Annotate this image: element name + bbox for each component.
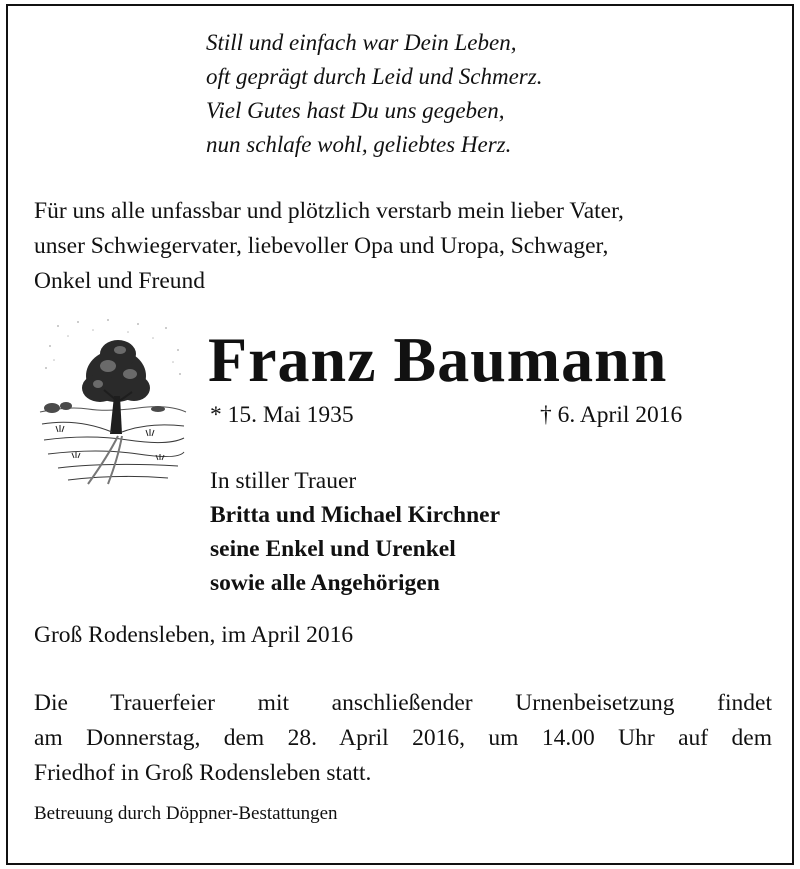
death-announcement-text — [34, 194, 774, 299]
mourner-line: seine Enkel und Urenkel — [210, 536, 456, 562]
poem-line: nun schlafe wohl, geliebtes Herz. — [206, 132, 512, 157]
service-line: Die Trauerfeier mit anschließender Urnenbeisetzung findet — [34, 690, 772, 716]
poem-line: oft geprägt durch Leid und Schmerz. — [206, 64, 543, 89]
undertaker-credit: Betreuung durch Döppner-Bestattungen — [34, 803, 338, 824]
tree-landscape-illustration — [38, 316, 188, 486]
birth-date: * 15. Mai 1935 — [210, 402, 354, 428]
mourner-line: Britta und Michael Kirchner — [210, 502, 501, 528]
mourner-line: sowie alle Angehörigen — [210, 570, 440, 596]
mourners-heading: In stiller Trauer — [210, 468, 357, 494]
mourners-block — [210, 464, 500, 600]
place-and-date: Groß Rodensleben, im April 2016 — [34, 622, 354, 648]
funeral-service-info — [34, 686, 772, 791]
intro-line: Für uns alle unfassbar und plötzlich verstarb mein lieber Vater, — [34, 198, 624, 224]
deceased-name: Franz Baumann — [208, 324, 668, 395]
death-date: † 6. April 2016 — [540, 402, 683, 428]
service-line: am Donnerstag, dem 28. April 2016, um 14.00 Uhr auf dem — [34, 725, 772, 751]
service-line: Friedhof in Groß Rodensleben statt. — [34, 760, 372, 786]
intro-line: Onkel und Freund — [34, 268, 206, 294]
memorial-poem — [206, 26, 542, 162]
intro-line: unser Schwiegervater, liebevoller Opa und Uropa, Schwager, — [34, 233, 609, 259]
poem-line: Viel Gutes hast Du uns gegeben, — [206, 98, 505, 123]
poem-line: Still und einfach war Dein Leben, — [206, 30, 517, 55]
